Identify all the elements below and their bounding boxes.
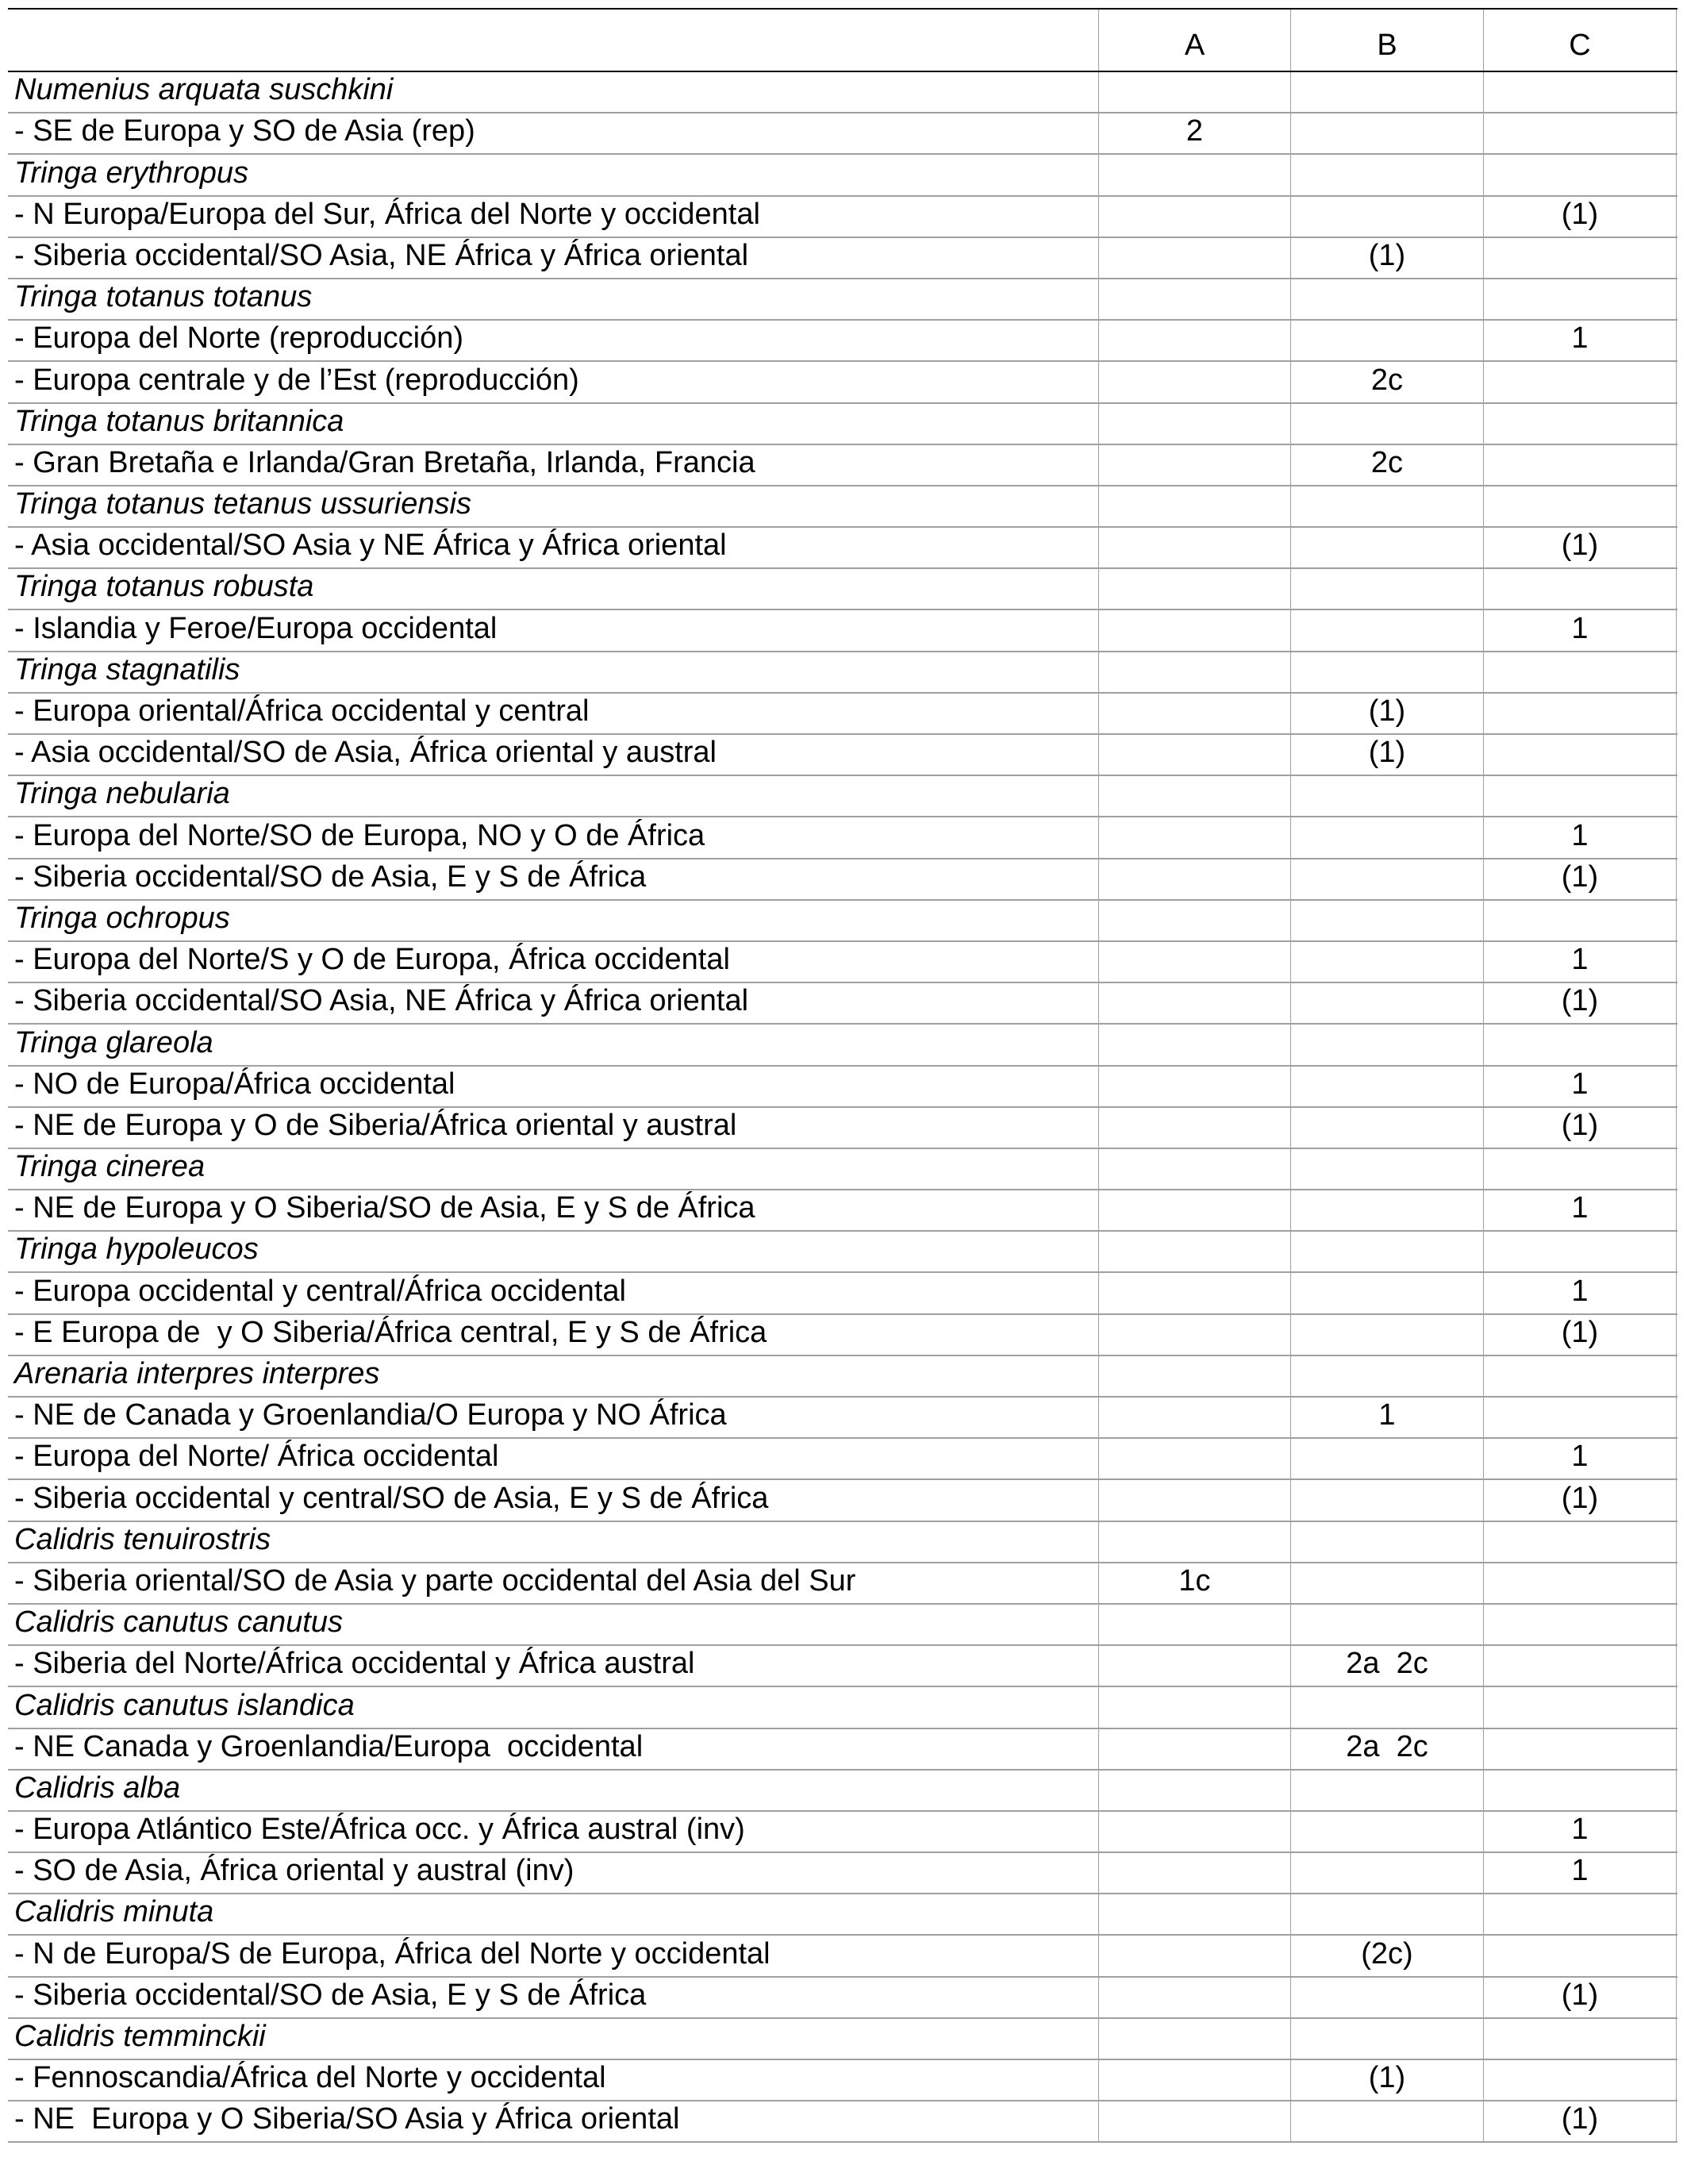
population-row [8, 1108, 1677, 1149]
cell-b [1290, 321, 1483, 360]
cell-b [1290, 817, 1483, 857]
cell-b [1290, 1149, 1483, 1189]
cell-a [1098, 1605, 1290, 1644]
cell-a [1098, 610, 1290, 650]
cell-a [1098, 279, 1290, 319]
cell-c [1483, 2060, 1677, 2100]
cell-b [1290, 901, 1483, 940]
cell-b: (1) [1290, 694, 1483, 733]
cell-a [1098, 2101, 1290, 2141]
cell-c: 1 [1483, 817, 1677, 857]
species-row [8, 2019, 1677, 2060]
cell-b [1290, 1273, 1483, 1313]
cell-c: 1 [1483, 1853, 1677, 1893]
cell-b: 2c [1290, 362, 1483, 402]
row-label: - NE Canada y Groenlandia/Europa occidental [14, 1729, 644, 1763]
cell-a [1098, 1646, 1290, 1686]
cell-a [1098, 942, 1290, 982]
cell-a: 2 [1098, 113, 1290, 153]
cell-c [1483, 1894, 1677, 1934]
population-row [8, 1273, 1677, 1314]
cell-a [1098, 983, 1290, 1023]
cell-c: (1) [1483, 197, 1677, 236]
population-row [8, 197, 1677, 238]
cell-b [1290, 942, 1483, 982]
cell-a: 1c [1098, 1563, 1290, 1603]
row-label: Tringa totanus robusta [14, 570, 314, 604]
cell-b [1290, 1315, 1483, 1355]
population-row [8, 2101, 1677, 2143]
cell-c: (1) [1483, 859, 1677, 899]
cell-b [1290, 859, 1483, 899]
row-label: - SO de Asia, África oriental y austral (inv) [14, 1854, 575, 1888]
population-row [8, 321, 1677, 362]
cell-a [1098, 1936, 1290, 1975]
cell-b: 2a 2c [1290, 1646, 1483, 1686]
cell-c [1483, 445, 1677, 485]
cell-a [1098, 404, 1290, 444]
row-label: - NE de Europa y O de Siberia/África oriental y austral [14, 1108, 737, 1142]
population-row [8, 694, 1677, 735]
species-row [8, 1356, 1677, 1398]
cell-c [1483, 279, 1677, 319]
species-row [8, 1149, 1677, 1190]
cell-c: 1 [1483, 610, 1677, 650]
cell-a [1098, 776, 1290, 816]
cell-c [1483, 155, 1677, 194]
cell-a [1098, 1190, 1290, 1230]
row-label: Tringa glareola [14, 1025, 213, 1059]
population-row [8, 1067, 1677, 1108]
row-label: - NO de Europa/África occidental [14, 1067, 455, 1101]
species-row [8, 1894, 1677, 1936]
population-row [8, 735, 1677, 776]
cell-c: (1) [1483, 983, 1677, 1023]
cell-c: 1 [1483, 1190, 1677, 1230]
cell-b [1290, 1563, 1483, 1603]
table-body [8, 72, 1677, 2143]
cell-b [1290, 652, 1483, 692]
cell-b [1290, 1356, 1483, 1396]
population-row [8, 113, 1677, 155]
population-row [8, 817, 1677, 859]
cell-b [1290, 1812, 1483, 1851]
cell-a [1098, 321, 1290, 360]
species-row [8, 404, 1677, 445]
species-row [8, 155, 1677, 196]
row-label: - N de Europa/S de Europa, África del Norte y occidental [14, 1936, 770, 1971]
row-label: - Europa Atlántico Este/África occ. y África austral (inv) [14, 1813, 745, 1847]
population-row [8, 1646, 1677, 1687]
cell-b [1290, 528, 1483, 567]
row-label: - SE de Europa y SO de Asia (rep) [14, 114, 475, 148]
cell-c: 1 [1483, 942, 1677, 982]
species-row [8, 486, 1677, 528]
row-label: Calidris tenuirostris [14, 1522, 271, 1556]
cell-c: (1) [1483, 528, 1677, 567]
cell-c [1483, 1398, 1677, 1437]
row-label: Arenaria interpres interpres [14, 1357, 380, 1390]
population-row [8, 1398, 1677, 1439]
cell-b: (1) [1290, 2060, 1483, 2100]
cell-b: (2c) [1290, 1936, 1483, 1975]
header-cell-b: B [1290, 10, 1483, 71]
species-row [8, 1771, 1677, 1812]
population-row [8, 859, 1677, 901]
row-label: Numenius arquata suschkini [14, 73, 394, 107]
row-label: - NE de Europa y O Siberia/SO de Asia, E y S de África [14, 1191, 755, 1225]
row-label: - Gran Bretaña e Irlanda/Gran Bretaña, Irlanda, Francia [14, 445, 755, 479]
cell-c: (1) [1483, 1315, 1677, 1355]
cell-b [1290, 2101, 1483, 2141]
cell-b [1290, 1190, 1483, 1230]
row-label: - Siberia occidental/SO de Asia, E y S de África [14, 859, 647, 894]
row-label: - Europa oriental/África occidental y central [14, 694, 590, 728]
cell-b [1290, 1439, 1483, 1478]
cell-a [1098, 1232, 1290, 1271]
cell-b: 2a 2c [1290, 1729, 1483, 1769]
cell-c [1483, 901, 1677, 940]
cell-c [1483, 1149, 1677, 1189]
row-label: Tringa hypoleucos [14, 1232, 259, 1267]
row-label: Calidris canutus canutus [14, 1605, 343, 1640]
row-label: Tringa cinerea [14, 1150, 206, 1184]
cell-a [1098, 1273, 1290, 1313]
cell-a [1098, 1439, 1290, 1478]
population-row [8, 1936, 1677, 1977]
cell-b [1290, 1771, 1483, 1810]
row-label: - Europa del Norte/S y O de Europa, África occidental [14, 943, 730, 977]
cell-c: (1) [1483, 1108, 1677, 1148]
row-label: - Siberia occidental/SO Asia, NE África y África oriental [14, 984, 749, 1018]
population-row [8, 1190, 1677, 1232]
cell-c [1483, 1232, 1677, 1271]
cell-c [1483, 1687, 1677, 1727]
cell-c [1483, 1729, 1677, 1769]
row-label: Tringa nebularia [14, 777, 230, 811]
cell-c [1483, 694, 1677, 733]
cell-a [1098, 238, 1290, 278]
cell-c [1483, 1356, 1677, 1396]
cell-a [1098, 694, 1290, 733]
row-label: - Islandia y Feroe/Europa occidental [14, 611, 498, 645]
cell-b [1290, 569, 1483, 609]
row-label: Calidris minuta [14, 1895, 214, 1929]
species-row [8, 279, 1677, 321]
row-label: - Fennoscandia/África del Norte y occidental [14, 2061, 606, 2095]
cell-a [1098, 2060, 1290, 2100]
cell-b [1290, 197, 1483, 236]
cell-a [1098, 1894, 1290, 1934]
species-row [8, 1025, 1677, 1066]
cell-b [1290, 1853, 1483, 1893]
population-row [8, 1439, 1677, 1480]
population-row [8, 1480, 1677, 1521]
cell-a [1098, 1522, 1290, 1562]
cell-c [1483, 569, 1677, 609]
row-label: - Siberia occidental y central/SO de Asia, E y S de África [14, 1481, 769, 1515]
cell-a [1098, 817, 1290, 857]
row-label: Calidris temminckii [14, 2020, 266, 2053]
cell-b [1290, 1978, 1483, 2017]
header-cell-a: A [1098, 10, 1290, 71]
cell-a [1098, 1729, 1290, 1769]
cell-c: 1 [1483, 1273, 1677, 1313]
cell-b [1290, 486, 1483, 526]
cell-a [1098, 1315, 1290, 1355]
cell-a [1098, 1356, 1290, 1396]
row-label: - Siberia del Norte/África occidental y África austral [14, 1647, 695, 1681]
population-row [8, 1978, 1677, 2019]
cell-b [1290, 155, 1483, 194]
row-label: - Asia occidental/SO de Asia, África oriental y austral [14, 736, 717, 770]
row-label: Calidris alba [14, 1771, 181, 1805]
species-row [8, 569, 1677, 610]
cell-a [1098, 1687, 1290, 1727]
cell-b [1290, 72, 1483, 112]
cell-b [1290, 1894, 1483, 1934]
cell-a [1098, 1149, 1290, 1189]
cell-c [1483, 735, 1677, 775]
species-row [8, 1687, 1677, 1728]
cell-c: 1 [1483, 1812, 1677, 1851]
population-row [8, 942, 1677, 983]
cell-b [1290, 610, 1483, 650]
row-label: Tringa totanus britannica [14, 404, 344, 438]
cell-b [1290, 983, 1483, 1023]
species-row [8, 652, 1677, 694]
cell-a [1098, 569, 1290, 609]
cell-c: 1 [1483, 1067, 1677, 1106]
cell-a [1098, 652, 1290, 692]
cell-a [1098, 901, 1290, 940]
cell-b [1290, 1522, 1483, 1562]
species-row [8, 901, 1677, 942]
row-label: - Siberia oriental/SO de Asia y parte occidental del Asia del Sur [14, 1563, 856, 1598]
cell-a [1098, 859, 1290, 899]
cell-b: 1 [1290, 1398, 1483, 1437]
cell-b [1290, 1232, 1483, 1271]
cell-a [1098, 1771, 1290, 1810]
row-label: - E Europa de y O Siberia/África central, E y S de África [14, 1315, 767, 1349]
cell-c [1483, 1605, 1677, 1644]
cell-c [1483, 72, 1677, 112]
row-label: - NE Europa y O Siberia/SO Asia y África oriental [14, 2102, 680, 2136]
cell-b [1290, 2019, 1483, 2059]
cell-a [1098, 1398, 1290, 1437]
header-cell-label [8, 10, 1098, 71]
cell-a [1098, 2019, 1290, 2059]
cell-a [1098, 155, 1290, 194]
row-label: Tringa totanus tetanus ussuriensis [14, 487, 471, 521]
cell-c [1483, 1646, 1677, 1686]
cell-c [1483, 362, 1677, 402]
cell-a [1098, 1025, 1290, 1064]
row-label: - Europa del Norte (reproducción) [14, 321, 464, 356]
population-row [8, 2060, 1677, 2101]
cell-c [1483, 1563, 1677, 1603]
cell-c [1483, 486, 1677, 526]
row-label: - Europa del Norte/SO de Europa, NO y O de África [14, 818, 705, 852]
row-label: Tringa ochropus [14, 901, 230, 935]
species-row [8, 1605, 1677, 1646]
species-row [8, 1232, 1677, 1273]
cell-b: 2c [1290, 445, 1483, 485]
cell-c: (1) [1483, 1480, 1677, 1520]
cell-c: (1) [1483, 2101, 1677, 2141]
cell-c: 1 [1483, 321, 1677, 360]
population-row [8, 1812, 1677, 1853]
population-row [8, 238, 1677, 279]
population-row [8, 610, 1677, 652]
cell-a [1098, 1480, 1290, 1520]
cell-b [1290, 113, 1483, 153]
row-label: - Europa centrale y de l’Est (reproducción) [14, 363, 579, 397]
cell-a [1098, 362, 1290, 402]
cell-a [1098, 197, 1290, 236]
cell-b [1290, 1025, 1483, 1064]
cell-a [1098, 528, 1290, 567]
cell-a [1098, 445, 1290, 485]
species-row [8, 776, 1677, 817]
cell-a [1098, 1108, 1290, 1148]
cell-c [1483, 238, 1677, 278]
species-row [8, 72, 1677, 113]
row-label: - Siberia occidental/SO Asia, NE África y África oriental [14, 238, 749, 272]
cell-a [1098, 72, 1290, 112]
cell-a [1098, 735, 1290, 775]
row-label: - Europa del Norte/ África occidental [14, 1440, 499, 1474]
cell-a [1098, 1812, 1290, 1851]
cell-a [1098, 1853, 1290, 1893]
cell-c: 1 [1483, 1439, 1677, 1478]
population-row [8, 362, 1677, 403]
cell-c [1483, 776, 1677, 816]
document-page [8, 8, 1677, 2143]
header-cell-c: C [1483, 10, 1677, 71]
cell-c [1483, 1025, 1677, 1064]
cell-b [1290, 1687, 1483, 1727]
population-row [8, 983, 1677, 1025]
species-row [8, 1522, 1677, 1563]
cell-a [1098, 486, 1290, 526]
cell-c [1483, 1771, 1677, 1810]
row-label: - Siberia occidental/SO de Asia, E y S de África [14, 1978, 647, 2012]
cell-c [1483, 113, 1677, 153]
cell-b [1290, 1480, 1483, 1520]
population-row [8, 1563, 1677, 1605]
population-row [8, 1315, 1677, 1356]
population-row [8, 1729, 1677, 1771]
cell-c: (1) [1483, 1978, 1677, 2017]
cell-b [1290, 1067, 1483, 1106]
cell-c [1483, 404, 1677, 444]
table-header [8, 8, 1677, 72]
cell-a [1098, 1978, 1290, 2017]
cell-b [1290, 776, 1483, 816]
cell-b: (1) [1290, 238, 1483, 278]
cell-b [1290, 1108, 1483, 1148]
cell-b [1290, 404, 1483, 444]
cell-c [1483, 652, 1677, 692]
row-label: - N Europa/Europa del Sur, África del Norte y occidental [14, 197, 760, 231]
cell-a [1098, 1067, 1290, 1106]
cell-c [1483, 1522, 1677, 1562]
population-row [8, 1853, 1677, 1894]
row-label: Tringa stagnatilis [14, 652, 240, 686]
row-label: Tringa totanus totanus [14, 280, 313, 314]
cell-b: (1) [1290, 735, 1483, 775]
row-label: - Europa occidental y central/África occidental [14, 1274, 626, 1308]
cell-c [1483, 2019, 1677, 2059]
row-label: - Asia occidental/SO Asia y NE África y África oriental [14, 529, 727, 563]
population-row [8, 445, 1677, 486]
cell-b [1290, 279, 1483, 319]
row-label: - NE de Canada y Groenlandia/O Europa y NO África [14, 1398, 727, 1432]
row-label: Tringa erythropus [14, 156, 248, 190]
cell-b [1290, 1605, 1483, 1644]
population-row [8, 528, 1677, 569]
cell-c [1483, 1936, 1677, 1975]
row-label: Calidris canutus islandica [14, 1688, 355, 1722]
